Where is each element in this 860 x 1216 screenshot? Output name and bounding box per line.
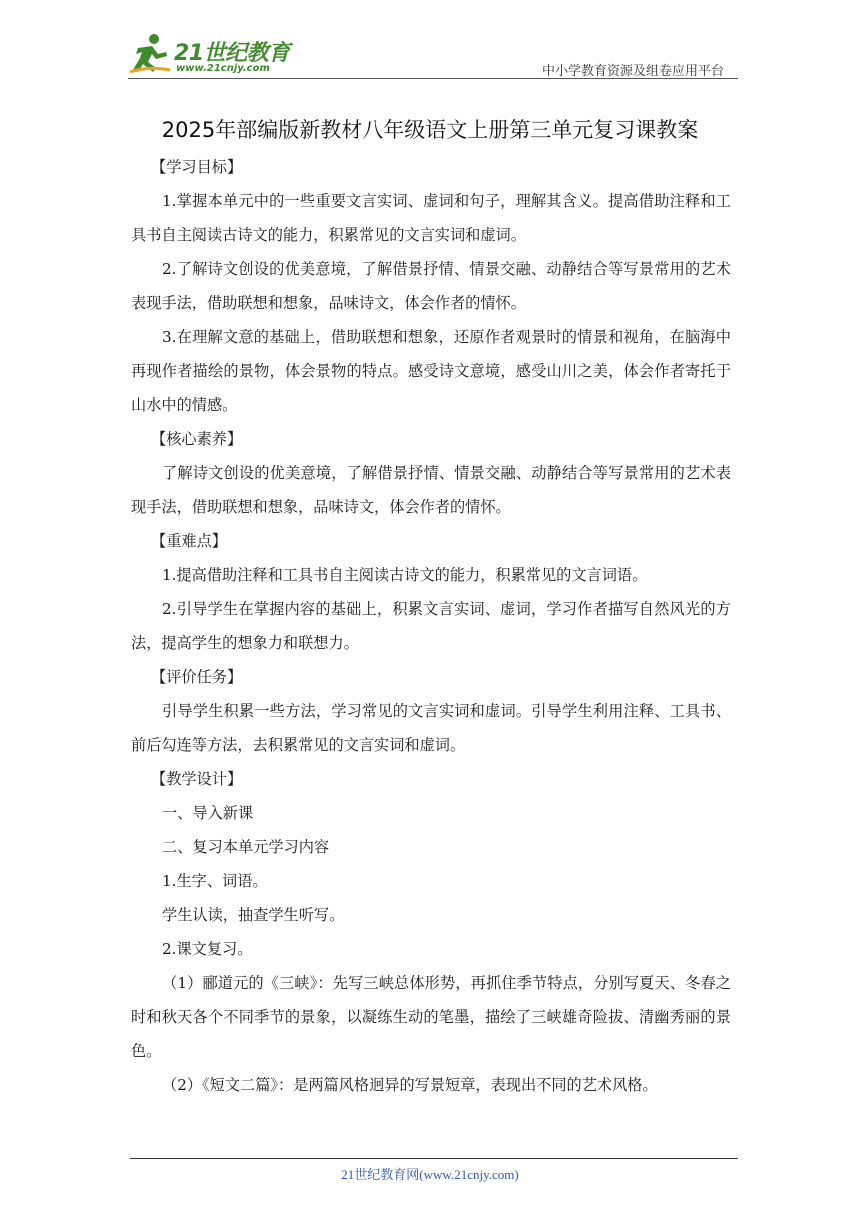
objective-item: 1.掌握本单元中的一些重要文言实词、虚词和句子，理解其含义。提高借助注释和工具书自主阅读古诗文的能力，积累常见的文言实词和虚词。 xyxy=(131,192,731,244)
section-heading-design: 【教学设计】 xyxy=(151,770,243,788)
design-step: 二、复习本单元学习内容 xyxy=(162,838,330,856)
section-heading-key-points: 【重难点】 xyxy=(151,532,227,550)
logo-url: www.21cnjy.com xyxy=(176,63,270,74)
footer-link[interactable]: 21世纪教育网(www.21cnjy.com) xyxy=(341,1167,519,1182)
evaluation-text: 引导学生积累一些方法，学习常见的文言实词和虚词。引导学生利用注释、工具书、前后勾连等方法，去积累常见的文言实词和虚词。 xyxy=(131,702,731,754)
document-title: 2025年部编版新教材八年级语文上册第三单元复习课教案 xyxy=(161,118,699,142)
footer-divider xyxy=(130,1158,738,1159)
runner-logo-icon xyxy=(128,32,172,76)
document-body xyxy=(131,150,731,1102)
objective-item: 2.了解诗文创设的优美意境，了解借景抒情、情景交融、动静结合等写景常用的艺术表现手法，借助联想和想象，品味诗文，体会作者的情怀。 xyxy=(131,260,731,312)
review-item: （2）《短文二篇》：是两篇风格迥异的写景短章，表现出不同的艺术风格。 xyxy=(162,1076,658,1094)
design-step: 一、导入新课 xyxy=(162,804,254,822)
key-point-item: 2.引导学生在掌握内容的基础上，积累文言实词、虚词，学习作者描写自然风光的方法，提高学生的想象力和联想力。 xyxy=(131,600,731,652)
section-heading-objectives: 【学习目标】 xyxy=(151,158,243,176)
core-text: 了解诗文创设的优美意境，了解借景抒情、情景交融、动静结合等写景常用的艺术表现手法，借助联想和想象，品味诗文，体会作者的情怀。 xyxy=(131,464,731,516)
review-item: （1）郦道元的《三峡》：先写三峡总体形势，再抓住季节特点，分别写夏天、冬春之时和秋天各个不同季节的景象，以凝练生动的笔墨，描绘了三峡雄奇险拔、清幽秀丽的景色。 xyxy=(131,974,731,1060)
site-logo[interactable] xyxy=(128,30,298,80)
section-heading-evaluation: 【评价任务】 xyxy=(151,668,243,686)
section-heading-core: 【核心素养】 xyxy=(151,430,243,448)
design-substep: 2.课文复习。 xyxy=(162,940,253,958)
key-point-item: 1.提高借助注释和工具书自主阅读古诗文的能力，积累常见的文言词语。 xyxy=(162,566,648,584)
design-substep: 1.生字、词语。 xyxy=(162,872,268,890)
platform-tagline: 中小学教育资源及组卷应用平台 xyxy=(541,64,724,79)
page-header xyxy=(128,30,738,80)
header-divider xyxy=(128,78,738,79)
design-substep-text: 学生认读，抽查学生听写。 xyxy=(162,906,345,924)
logo-text: 21世纪教育 xyxy=(174,41,290,66)
objective-item: 3.在理解文意的基础上，借助联想和想象，还原作者观景时的情景和视角，在脑海中再现作者描绘的景物，体会景物的特点。感受诗文意境，感受山川之美，体会作者寄托于山水中的情感。 xyxy=(131,328,731,414)
